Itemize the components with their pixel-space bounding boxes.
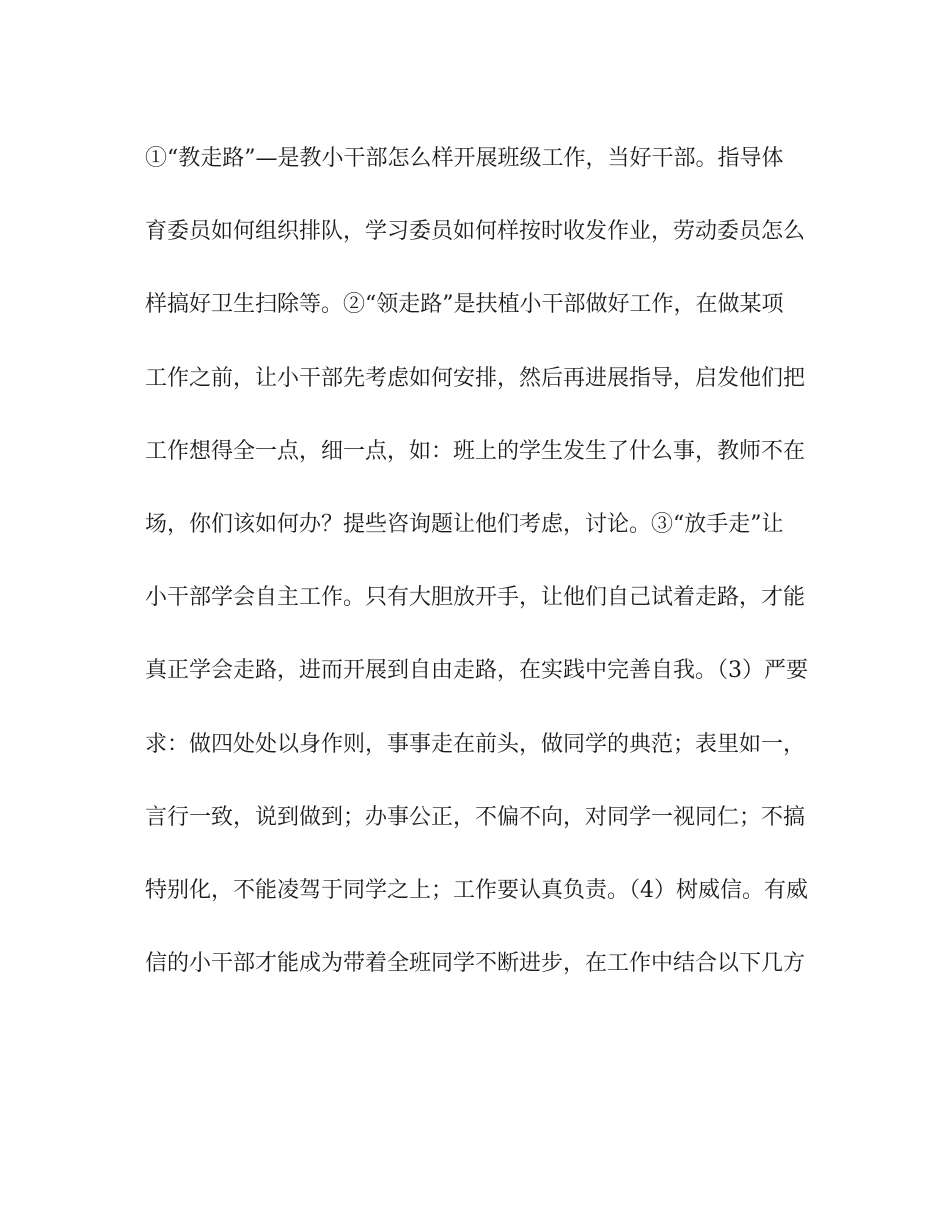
text-line: 小干部学会自主工作。只有大胆放开手，让他们自己试着走路，才能 bbox=[145, 585, 806, 611]
text-line: 育委员如何组织排队，学习委员如何样按时收发作业，劳动委员怎么 bbox=[145, 219, 806, 245]
text-line: 真正学会走路，进而开展到自由走路，在实践中完善自我。（3）严要 bbox=[145, 658, 808, 684]
text-line: 工作之前，让小干部先考虑如何安排，然后再进展指导，启发他们把 bbox=[145, 365, 806, 391]
text-line: 样搞好卫生扫除等。②“领走路”是扶植小干部做好工作，在做某项 bbox=[145, 292, 784, 318]
text-line: ①“教走路”—是教小干部怎么样开展班级工作，当好干部。指导体 bbox=[145, 146, 784, 171]
text-line: 特别化，不能凌驾于同学之上；工作要认真负责。（4）树威信。有威 bbox=[145, 877, 808, 903]
text-line: 信的小干部才能成为带着全班同学不断进步，在工作中结合以下几方 bbox=[145, 951, 806, 977]
text-line: 言行一致，说到做到；办事公正，不偏不向，对同学一视同仁；不搞 bbox=[145, 804, 806, 830]
text-line: 场，你们该如何办？提些咨询题让他们考虑，讨论。③“放手走”让 bbox=[145, 511, 784, 537]
body-text bbox=[145, 141, 825, 1019]
text-line: 工作想得全一点，细一点，如：班上的学生发生了什么事，教师不在 bbox=[145, 438, 806, 464]
text-line: 求：做四处处以身作则，事事走在前头，做同学的典范；表里如一， bbox=[145, 731, 806, 757]
